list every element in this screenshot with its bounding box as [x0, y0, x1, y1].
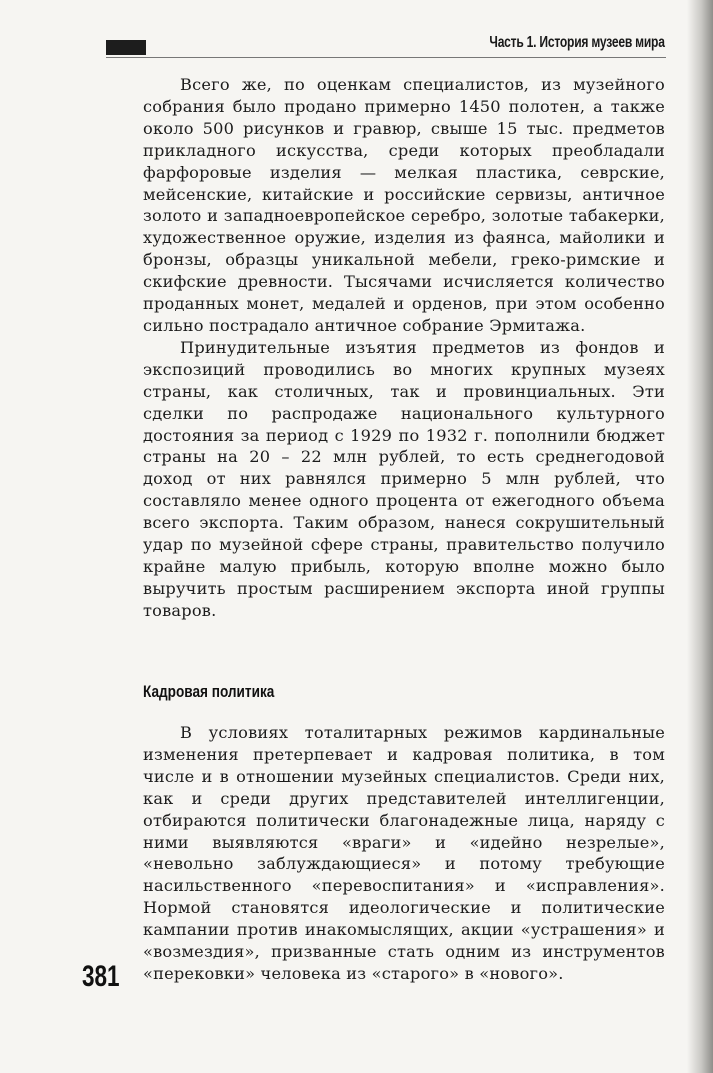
header-marker-bar	[106, 40, 146, 55]
page-edge-shadow	[687, 0, 713, 1073]
body-text-top	[143, 74, 665, 622]
running-header-title: Часть 1. История музеев мира	[489, 34, 665, 51]
section-heading: Кадровая политика	[143, 682, 275, 701]
header-divider	[106, 57, 666, 58]
paragraph: В условиях тоталитарных режимов кардинальные изменения претерпевает и кадровая политика, в том числе и в отношении музейных специалистов. Среди них, как и среди других представителей интеллигенции, отбираются политически благонадежные лица, наряду с ними выявляются «враги» и «идейно незрелые», «невольно заблуждающиеся» и потому требующие насильственного «перевоспитания» и «исправления». Нормой становятся идеологические и политические кампании против инакомыслящих, акции «устрашения» и «возмездия», призванные стать одним из инструментов «перековки» человека из «старого» в «нового».	[143, 723, 665, 983]
paragraph: Всего же, по оценкам специалистов, из музейного собрания было продано примерно 1450 полотен, а также около 500 рисунков и гравюр, свыше 15 тыс. предметов прикладного искусства, среди которых преобладали фарфоровые изделия — мелкая пластика, севрские, мейсенские, китайские и российские сервизы, античное золото и западноевропейское серебро, золотые табакерки, художественное оружие, изделия из фаянса, майолики и бронзы, образцы уникальной мебели, греко-римские и скифские древности. Тысячами исчисляется количество проданных монет, медалей и орденов, при этом особенно сильно пострадало античное собрание Эрмитажа.	[143, 75, 665, 335]
body-text-section	[143, 722, 665, 985]
page-number: 381	[82, 960, 120, 993]
paragraph: Принудительные изъятия предметов из фондов и экспозиций проводились во многих крупных музеях страны, как столичных, так и провинциальных. Эти сделки по распродаже национального культурного достояния за период с 1929 по 1932 г. пополнили бюджет страны на 20 – 22 млн рублей, то есть среднегодовой доход от них равнялся примерно 5 млн рублей, что составляло менее одного процента от ежегодного объема всего экспорта. Таким образом, нанеся сокрушительный удар по музейной сфере страны, правительство получило крайне малую прибыль, которую вполне можно было выручить простым расширением экспорта иной группы товаров.	[143, 337, 665, 620]
